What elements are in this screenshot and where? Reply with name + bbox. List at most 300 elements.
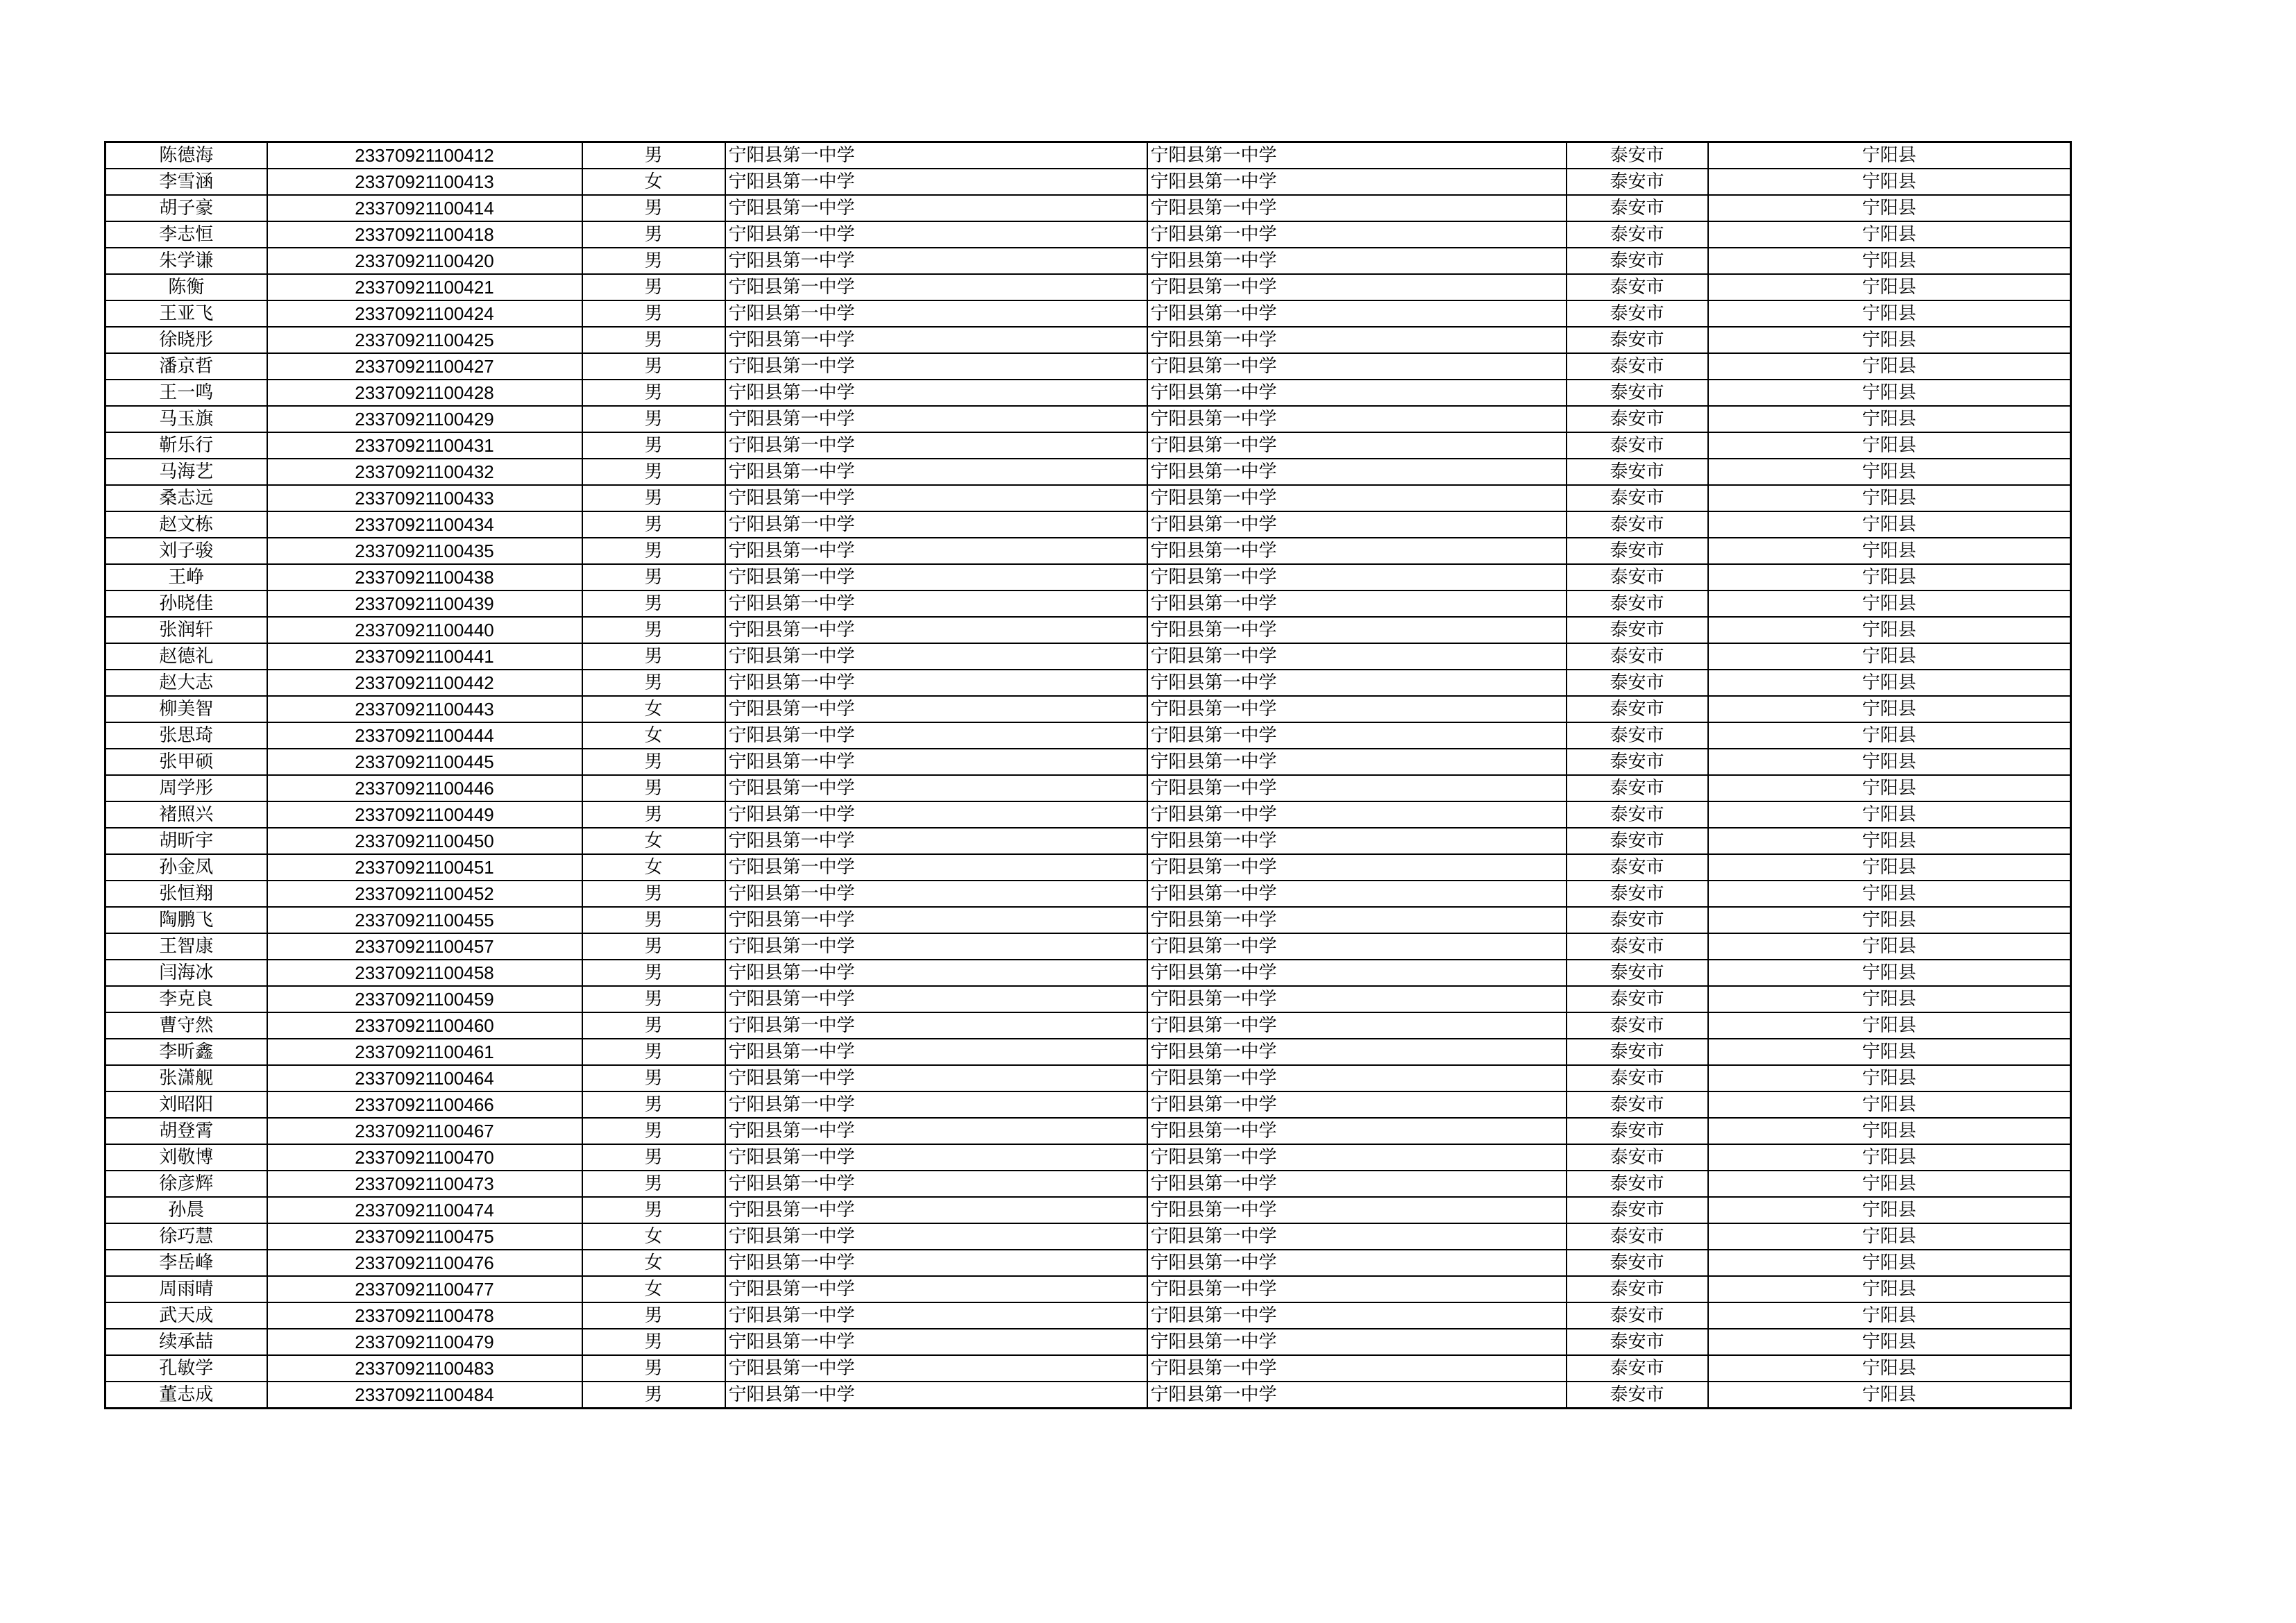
table-row (105, 933, 2071, 960)
exam-id-cell: 23370921100441 (267, 643, 582, 670)
gender-cell: 男 (582, 1091, 725, 1118)
student-name-cell: 徐晓彤 (105, 327, 267, 353)
county-cell: 宁阳县 (1708, 986, 2071, 1012)
city-cell: 泰安市 (1567, 248, 1708, 274)
table-row (105, 1197, 2071, 1223)
city-cell: 泰安市 (1567, 854, 1708, 881)
gender-cell: 男 (582, 1302, 725, 1329)
city-cell: 泰安市 (1567, 327, 1708, 353)
table-row (105, 432, 2071, 459)
exam-site-cell: 宁阳县第一中学 (1147, 590, 1567, 617)
student-name-cell: 刘昭阳 (105, 1091, 267, 1118)
gender-cell: 男 (582, 881, 725, 907)
table-row (105, 221, 2071, 248)
student-name-cell: 赵德礼 (105, 643, 267, 670)
county-cell: 宁阳县 (1708, 1091, 2071, 1118)
county-cell: 宁阳县 (1708, 353, 2071, 380)
gender-cell: 男 (582, 142, 725, 169)
table-row (105, 248, 2071, 274)
county-cell: 宁阳县 (1708, 749, 2071, 775)
exam-id-cell: 23370921100483 (267, 1355, 582, 1382)
school-cell: 宁阳县第一中学 (725, 248, 1147, 274)
gender-cell: 男 (582, 933, 725, 960)
table-row (105, 327, 2071, 353)
city-cell: 泰安市 (1567, 881, 1708, 907)
student-name-cell: 褚照兴 (105, 801, 267, 828)
exam-id-cell: 23370921100449 (267, 801, 582, 828)
exam-id-cell: 23370921100433 (267, 485, 582, 511)
gender-cell: 男 (582, 1197, 725, 1223)
city-cell: 泰安市 (1567, 432, 1708, 459)
county-cell: 宁阳县 (1708, 617, 2071, 643)
school-cell: 宁阳县第一中学 (725, 828, 1147, 854)
exam-site-cell: 宁阳县第一中学 (1147, 749, 1567, 775)
student-name-cell: 张思琦 (105, 722, 267, 749)
student-name-cell: 靳乐行 (105, 432, 267, 459)
table-row (105, 1039, 2071, 1065)
school-cell: 宁阳县第一中学 (725, 933, 1147, 960)
exam-site-cell: 宁阳县第一中学 (1147, 1302, 1567, 1329)
gender-cell: 男 (582, 485, 725, 511)
gender-cell: 男 (582, 1382, 725, 1409)
student-name-cell: 王峥 (105, 564, 267, 590)
exam-site-cell: 宁阳县第一中学 (1147, 643, 1567, 670)
city-cell: 泰安市 (1567, 1012, 1708, 1039)
gender-cell: 男 (582, 274, 725, 300)
school-cell: 宁阳县第一中学 (725, 169, 1147, 195)
gender-cell: 男 (582, 248, 725, 274)
county-cell: 宁阳县 (1708, 195, 2071, 221)
exam-id-cell: 23370921100444 (267, 722, 582, 749)
exam-site-cell: 宁阳县第一中学 (1147, 459, 1567, 485)
school-cell: 宁阳县第一中学 (725, 696, 1147, 722)
city-cell: 泰安市 (1567, 221, 1708, 248)
city-cell: 泰安市 (1567, 933, 1708, 960)
student-name-cell: 胡登霄 (105, 1118, 267, 1144)
exam-site-cell: 宁阳县第一中学 (1147, 1171, 1567, 1197)
student-name-cell: 陈衡 (105, 274, 267, 300)
county-cell: 宁阳县 (1708, 643, 2071, 670)
student-name-cell: 张润轩 (105, 617, 267, 643)
exam-id-cell: 23370921100446 (267, 775, 582, 801)
exam-site-cell: 宁阳县第一中学 (1147, 274, 1567, 300)
exam-site-cell: 宁阳县第一中学 (1147, 1065, 1567, 1091)
gender-cell: 男 (582, 406, 725, 432)
gender-cell: 男 (582, 775, 725, 801)
city-cell: 泰安市 (1567, 1276, 1708, 1302)
exam-site-cell: 宁阳县第一中学 (1147, 485, 1567, 511)
exam-id-cell: 23370921100445 (267, 749, 582, 775)
student-name-cell: 孙晨 (105, 1197, 267, 1223)
school-cell: 宁阳县第一中学 (725, 854, 1147, 881)
county-cell: 宁阳县 (1708, 1171, 2071, 1197)
exam-id-cell: 23370921100455 (267, 907, 582, 933)
exam-site-cell: 宁阳县第一中学 (1147, 432, 1567, 459)
school-cell: 宁阳县第一中学 (725, 406, 1147, 432)
gender-cell: 女 (582, 1223, 725, 1250)
table-row (105, 1065, 2071, 1091)
exam-id-cell: 23370921100428 (267, 380, 582, 406)
school-cell: 宁阳县第一中学 (725, 300, 1147, 327)
exam-site-cell: 宁阳县第一中学 (1147, 670, 1567, 696)
school-cell: 宁阳县第一中学 (725, 881, 1147, 907)
exam-site-cell: 宁阳县第一中学 (1147, 1355, 1567, 1382)
city-cell: 泰安市 (1567, 775, 1708, 801)
school-cell: 宁阳县第一中学 (725, 1091, 1147, 1118)
exam-site-cell: 宁阳县第一中学 (1147, 986, 1567, 1012)
city-cell: 泰安市 (1567, 828, 1708, 854)
table-row (105, 1012, 2071, 1039)
table-body (105, 142, 2071, 1409)
city-cell: 泰安市 (1567, 1091, 1708, 1118)
gender-cell: 男 (582, 670, 725, 696)
county-cell: 宁阳县 (1708, 1302, 2071, 1329)
city-cell: 泰安市 (1567, 274, 1708, 300)
school-cell: 宁阳县第一中学 (725, 749, 1147, 775)
student-name-cell: 李昕鑫 (105, 1039, 267, 1065)
student-name-cell: 周雨晴 (105, 1276, 267, 1302)
exam-id-cell: 23370921100435 (267, 538, 582, 564)
exam-site-cell: 宁阳县第一中学 (1147, 881, 1567, 907)
gender-cell: 男 (582, 327, 725, 353)
student-name-cell: 李雪涵 (105, 169, 267, 195)
exam-site-cell: 宁阳县第一中学 (1147, 195, 1567, 221)
student-name-cell: 刘敬博 (105, 1144, 267, 1171)
exam-id-cell: 23370921100470 (267, 1144, 582, 1171)
student-name-cell: 李岳峰 (105, 1250, 267, 1276)
exam-id-cell: 23370921100478 (267, 1302, 582, 1329)
exam-id-cell: 23370921100432 (267, 459, 582, 485)
exam-id-cell: 23370921100461 (267, 1039, 582, 1065)
city-cell: 泰安市 (1567, 1223, 1708, 1250)
exam-id-cell: 23370921100440 (267, 617, 582, 643)
table-row (105, 881, 2071, 907)
student-name-cell: 曹守然 (105, 1012, 267, 1039)
city-cell: 泰安市 (1567, 300, 1708, 327)
table-row (105, 1171, 2071, 1197)
student-name-cell: 王智康 (105, 933, 267, 960)
school-cell: 宁阳县第一中学 (725, 1276, 1147, 1302)
student-name-cell: 潘京哲 (105, 353, 267, 380)
city-cell: 泰安市 (1567, 1250, 1708, 1276)
exam-site-cell: 宁阳县第一中学 (1147, 511, 1567, 538)
school-cell: 宁阳县第一中学 (725, 1065, 1147, 1091)
table-row (105, 670, 2071, 696)
gender-cell: 女 (582, 169, 725, 195)
exam-site-cell: 宁阳县第一中学 (1147, 775, 1567, 801)
school-cell: 宁阳县第一中学 (725, 1171, 1147, 1197)
exam-id-cell: 23370921100473 (267, 1171, 582, 1197)
school-cell: 宁阳县第一中学 (725, 353, 1147, 380)
school-cell: 宁阳县第一中学 (725, 195, 1147, 221)
county-cell: 宁阳县 (1708, 670, 2071, 696)
school-cell: 宁阳县第一中学 (725, 274, 1147, 300)
exam-id-cell: 23370921100418 (267, 221, 582, 248)
city-cell: 泰安市 (1567, 406, 1708, 432)
city-cell: 泰安市 (1567, 169, 1708, 195)
gender-cell: 男 (582, 617, 725, 643)
school-cell: 宁阳县第一中学 (725, 1329, 1147, 1355)
city-cell: 泰安市 (1567, 195, 1708, 221)
exam-site-cell: 宁阳县第一中学 (1147, 538, 1567, 564)
exam-id-cell: 23370921100412 (267, 142, 582, 169)
county-cell: 宁阳县 (1708, 590, 2071, 617)
exam-site-cell: 宁阳县第一中学 (1147, 828, 1567, 854)
gender-cell: 男 (582, 1355, 725, 1382)
county-cell: 宁阳县 (1708, 1039, 2071, 1065)
county-cell: 宁阳县 (1708, 1382, 2071, 1409)
county-cell: 宁阳县 (1708, 459, 2071, 485)
school-cell: 宁阳县第一中学 (725, 590, 1147, 617)
school-cell: 宁阳县第一中学 (725, 1302, 1147, 1329)
exam-site-cell: 宁阳县第一中学 (1147, 1197, 1567, 1223)
exam-site-cell: 宁阳县第一中学 (1147, 1276, 1567, 1302)
table-row (105, 960, 2071, 986)
gender-cell: 男 (582, 590, 725, 617)
exam-site-cell: 宁阳县第一中学 (1147, 933, 1567, 960)
table-row (105, 1382, 2071, 1409)
exam-id-cell: 23370921100425 (267, 327, 582, 353)
table-row (105, 1118, 2071, 1144)
student-table (104, 141, 2072, 1409)
exam-id-cell: 23370921100424 (267, 300, 582, 327)
school-cell: 宁阳县第一中学 (725, 380, 1147, 406)
city-cell: 泰安市 (1567, 1382, 1708, 1409)
exam-id-cell: 23370921100484 (267, 1382, 582, 1409)
school-cell: 宁阳县第一中学 (725, 907, 1147, 933)
table-row (105, 986, 2071, 1012)
table-row (105, 775, 2071, 801)
county-cell: 宁阳县 (1708, 380, 2071, 406)
exam-site-cell: 宁阳县第一中学 (1147, 142, 1567, 169)
city-cell: 泰安市 (1567, 590, 1708, 617)
table-row (105, 722, 2071, 749)
table-row (105, 1091, 2071, 1118)
gender-cell: 男 (582, 1144, 725, 1171)
table-row (105, 643, 2071, 670)
student-name-cell: 董志成 (105, 1382, 267, 1409)
exam-id-cell: 23370921100421 (267, 274, 582, 300)
exam-site-cell: 宁阳县第一中学 (1147, 854, 1567, 881)
gender-cell: 男 (582, 960, 725, 986)
county-cell: 宁阳县 (1708, 1197, 2071, 1223)
school-cell: 宁阳县第一中学 (725, 1250, 1147, 1276)
city-cell: 泰安市 (1567, 564, 1708, 590)
exam-site-cell: 宁阳县第一中学 (1147, 353, 1567, 380)
city-cell: 泰安市 (1567, 696, 1708, 722)
city-cell: 泰安市 (1567, 617, 1708, 643)
city-cell: 泰安市 (1567, 538, 1708, 564)
county-cell: 宁阳县 (1708, 1118, 2071, 1144)
table-row (105, 511, 2071, 538)
gender-cell: 男 (582, 300, 725, 327)
table-row (105, 1144, 2071, 1171)
exam-id-cell: 23370921100464 (267, 1065, 582, 1091)
exam-id-cell: 23370921100467 (267, 1118, 582, 1144)
city-cell: 泰安市 (1567, 722, 1708, 749)
school-cell: 宁阳县第一中学 (725, 142, 1147, 169)
county-cell: 宁阳县 (1708, 1276, 2071, 1302)
city-cell: 泰安市 (1567, 643, 1708, 670)
table-row (105, 142, 2071, 169)
exam-id-cell: 23370921100443 (267, 696, 582, 722)
gender-cell: 女 (582, 696, 725, 722)
table-row (105, 854, 2071, 881)
gender-cell: 女 (582, 854, 725, 881)
table-row (105, 907, 2071, 933)
city-cell: 泰安市 (1567, 1118, 1708, 1144)
table-row (105, 406, 2071, 432)
gender-cell: 男 (582, 221, 725, 248)
exam-site-cell: 宁阳县第一中学 (1147, 406, 1567, 432)
exam-id-cell: 23370921100477 (267, 1276, 582, 1302)
exam-site-cell: 宁阳县第一中学 (1147, 1118, 1567, 1144)
gender-cell: 男 (582, 1118, 725, 1144)
exam-id-cell: 23370921100460 (267, 1012, 582, 1039)
county-cell: 宁阳县 (1708, 564, 2071, 590)
student-name-cell: 马玉旗 (105, 406, 267, 432)
exam-site-cell: 宁阳县第一中学 (1147, 801, 1567, 828)
gender-cell: 男 (582, 195, 725, 221)
exam-id-cell: 23370921100413 (267, 169, 582, 195)
city-cell: 泰安市 (1567, 353, 1708, 380)
county-cell: 宁阳县 (1708, 274, 2071, 300)
gender-cell: 女 (582, 722, 725, 749)
table-row (105, 538, 2071, 564)
student-name-cell: 李志恒 (105, 221, 267, 248)
county-cell: 宁阳县 (1708, 142, 2071, 169)
county-cell: 宁阳县 (1708, 1144, 2071, 1171)
exam-id-cell: 23370921100474 (267, 1197, 582, 1223)
gender-cell: 女 (582, 1276, 725, 1302)
school-cell: 宁阳县第一中学 (725, 960, 1147, 986)
student-name-cell: 赵文栋 (105, 511, 267, 538)
exam-site-cell: 宁阳县第一中学 (1147, 169, 1567, 195)
school-cell: 宁阳县第一中学 (725, 564, 1147, 590)
school-cell: 宁阳县第一中学 (725, 1197, 1147, 1223)
gender-cell: 男 (582, 1171, 725, 1197)
exam-id-cell: 23370921100438 (267, 564, 582, 590)
exam-id-cell: 23370921100457 (267, 933, 582, 960)
student-name-cell: 刘子骏 (105, 538, 267, 564)
school-cell: 宁阳县第一中学 (725, 1012, 1147, 1039)
exam-id-cell: 23370921100479 (267, 1329, 582, 1355)
school-cell: 宁阳县第一中学 (725, 485, 1147, 511)
gender-cell: 男 (582, 643, 725, 670)
table-row (105, 1355, 2071, 1382)
exam-id-cell: 23370921100427 (267, 353, 582, 380)
exam-id-cell: 23370921100434 (267, 511, 582, 538)
table-row (105, 1302, 2071, 1329)
city-cell: 泰安市 (1567, 1329, 1708, 1355)
county-cell: 宁阳县 (1708, 169, 2071, 195)
gender-cell: 男 (582, 432, 725, 459)
table-row (105, 564, 2071, 590)
gender-cell: 女 (582, 828, 725, 854)
school-cell: 宁阳县第一中学 (725, 327, 1147, 353)
county-cell: 宁阳县 (1708, 801, 2071, 828)
school-cell: 宁阳县第一中学 (725, 221, 1147, 248)
county-cell: 宁阳县 (1708, 1012, 2071, 1039)
school-cell: 宁阳县第一中学 (725, 1382, 1147, 1409)
table-row (105, 459, 2071, 485)
county-cell: 宁阳县 (1708, 327, 2071, 353)
city-cell: 泰安市 (1567, 749, 1708, 775)
student-name-cell: 马海艺 (105, 459, 267, 485)
exam-id-cell: 23370921100429 (267, 406, 582, 432)
county-cell: 宁阳县 (1708, 300, 2071, 327)
table-row (105, 169, 2071, 195)
city-cell: 泰安市 (1567, 670, 1708, 696)
exam-id-cell: 23370921100475 (267, 1223, 582, 1250)
table-row (105, 1329, 2071, 1355)
school-cell: 宁阳县第一中学 (725, 801, 1147, 828)
county-cell: 宁阳县 (1708, 960, 2071, 986)
exam-site-cell: 宁阳县第一中学 (1147, 1039, 1567, 1065)
student-name-cell: 孔敏学 (105, 1355, 267, 1382)
county-cell: 宁阳县 (1708, 775, 2071, 801)
exam-id-cell: 23370921100442 (267, 670, 582, 696)
exam-site-cell: 宁阳县第一中学 (1147, 1091, 1567, 1118)
city-cell: 泰安市 (1567, 986, 1708, 1012)
school-cell: 宁阳县第一中学 (725, 511, 1147, 538)
city-cell: 泰安市 (1567, 459, 1708, 485)
table-row (105, 1223, 2071, 1250)
gender-cell: 男 (582, 907, 725, 933)
school-cell: 宁阳县第一中学 (725, 459, 1147, 485)
school-cell: 宁阳县第一中学 (725, 1118, 1147, 1144)
county-cell: 宁阳县 (1708, 1223, 2071, 1250)
exam-id-cell: 23370921100466 (267, 1091, 582, 1118)
gender-cell: 男 (582, 511, 725, 538)
student-name-cell: 孙晓佳 (105, 590, 267, 617)
student-name-cell: 王亚飞 (105, 300, 267, 327)
school-cell: 宁阳县第一中学 (725, 538, 1147, 564)
school-cell: 宁阳县第一中学 (725, 1144, 1147, 1171)
gender-cell: 男 (582, 538, 725, 564)
school-cell: 宁阳县第一中学 (725, 670, 1147, 696)
gender-cell: 男 (582, 564, 725, 590)
city-cell: 泰安市 (1567, 907, 1708, 933)
exam-site-cell: 宁阳县第一中学 (1147, 617, 1567, 643)
table-row (105, 696, 2071, 722)
exam-site-cell: 宁阳县第一中学 (1147, 221, 1567, 248)
county-cell: 宁阳县 (1708, 1355, 2071, 1382)
student-name-cell: 徐彦辉 (105, 1171, 267, 1197)
table-row (105, 801, 2071, 828)
gender-cell: 女 (582, 1250, 725, 1276)
county-cell: 宁阳县 (1708, 221, 2071, 248)
exam-site-cell: 宁阳县第一中学 (1147, 564, 1567, 590)
county-cell: 宁阳县 (1708, 881, 2071, 907)
county-cell: 宁阳县 (1708, 907, 2071, 933)
student-name-cell: 闫海冰 (105, 960, 267, 986)
county-cell: 宁阳县 (1708, 406, 2071, 432)
student-name-cell: 续承喆 (105, 1329, 267, 1355)
exam-id-cell: 23370921100431 (267, 432, 582, 459)
exam-site-cell: 宁阳县第一中学 (1147, 1250, 1567, 1276)
school-cell: 宁阳县第一中学 (725, 1039, 1147, 1065)
county-cell: 宁阳县 (1708, 1250, 2071, 1276)
student-name-cell: 周学彤 (105, 775, 267, 801)
county-cell: 宁阳县 (1708, 1065, 2071, 1091)
city-cell: 泰安市 (1567, 960, 1708, 986)
school-cell: 宁阳县第一中学 (725, 643, 1147, 670)
city-cell: 泰安市 (1567, 1171, 1708, 1197)
table-row (105, 195, 2071, 221)
exam-site-cell: 宁阳县第一中学 (1147, 1012, 1567, 1039)
exam-id-cell: 23370921100459 (267, 986, 582, 1012)
